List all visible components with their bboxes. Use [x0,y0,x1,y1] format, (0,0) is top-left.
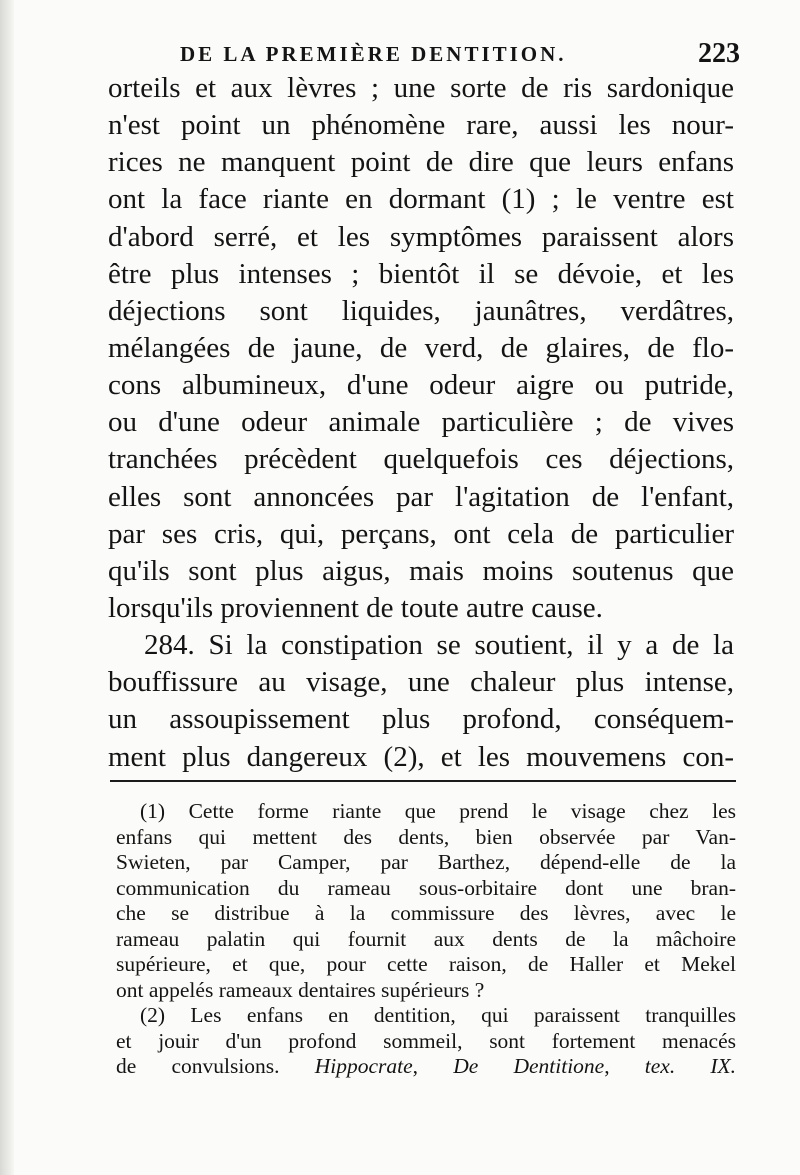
citation-work: De Dentitione [453,1054,605,1078]
body-line: tranchées précèdent quelquefois ces déjections, [108,443,734,476]
body-line: orteils et aux lèvres ; une sorte de ris sardonique [108,72,734,104]
body-line: par ses cris, qui, perçans, ont cela de particulier [108,517,734,550]
footnote-line: communication du rameau sous-orbitaire dont une bran- [116,875,736,900]
running-title: DE LA PREMIÈRE DENTITION. [180,42,567,66]
page-binding-edge [0,0,14,1175]
body-line: mélangées de jaune, de verd, de glaires, de flo- [108,331,734,364]
footnote-line: che se distribue à la commissure des lèvres, avec le [116,901,736,925]
footnote-line: supérieure, et que, pour cette raison, de Haller et Mekel [116,952,736,976]
body-line: cons albumineux, d'une odeur aigre ou putride, [108,369,734,402]
body-line: elles sont annoncées par l'agitation de l'enfant, [108,480,734,513]
footnotes [116,799,736,1080]
body-line: n'est point un phénomène rare, aussi les nour- [108,109,734,142]
footnote-line: et jouir d'un profond sommeil, sont fortement menacés [116,1028,736,1053]
footnote-line: enfans qui mettent des dents, bien observée par Van- [116,824,736,849]
body-line: rices ne manquent point de dire que leurs enfans [108,146,734,179]
footnote-line: ont appelés rameaux dentaires supérieurs ? [116,977,485,1002]
footnote-1-first-line: (1) Cette forme riante que prend le visage chez les [140,799,736,823]
paragraph-284-first-line: 284. Si la constipation se soutient, il y a de la [144,629,734,662]
page-number: 223 [698,38,740,69]
body-line: être plus intenses ; bientôt il se dévoie, et les [108,257,734,290]
body-line: ment plus dangereux (2), et les mouvemens con- [108,740,734,773]
citation-author: Hippocrate [314,1054,413,1078]
body-line: un assoupissement plus profond, conséquem- [108,703,734,736]
body-line: d'abord serré, et les symptômes paraissent alors [108,220,734,253]
body-line: qu'ils sont plus aigus, mais moins soutenus que [108,554,734,587]
footnote-citation-line: de convulsions. Hippocrate, De Dentitione, tex. IX. [116,1054,737,1078]
page-header [110,38,740,68]
body-text [108,70,734,776]
footnote-separator [110,780,736,782]
body-line: lorsqu'ils proviennent de toute autre cause. [108,591,603,624]
body-line: bouffissure au visage, une chaleur plus intense, [108,666,734,699]
footnote-line: Swieten, par Camper, par Barthez, dépend-elle de la [116,850,736,874]
footnote-line: rameau palatin qui fournit aux dents de la mâchoire [116,926,736,951]
citation-ref: tex. IX. [644,1054,737,1078]
body-line: ont la face riante en dormant (1) ; le ventre est [108,183,734,216]
body-line: ou d'une odeur animale particulière ; de vives [108,406,734,439]
footnote-2-first-line: (2) Les enfans en dentition, qui paraissent tranquilles [140,1003,736,1027]
footnote-line: de convulsions. [116,1054,280,1078]
body-line: déjections sont liquides, jaunâtres, verdâtres, [108,294,734,327]
